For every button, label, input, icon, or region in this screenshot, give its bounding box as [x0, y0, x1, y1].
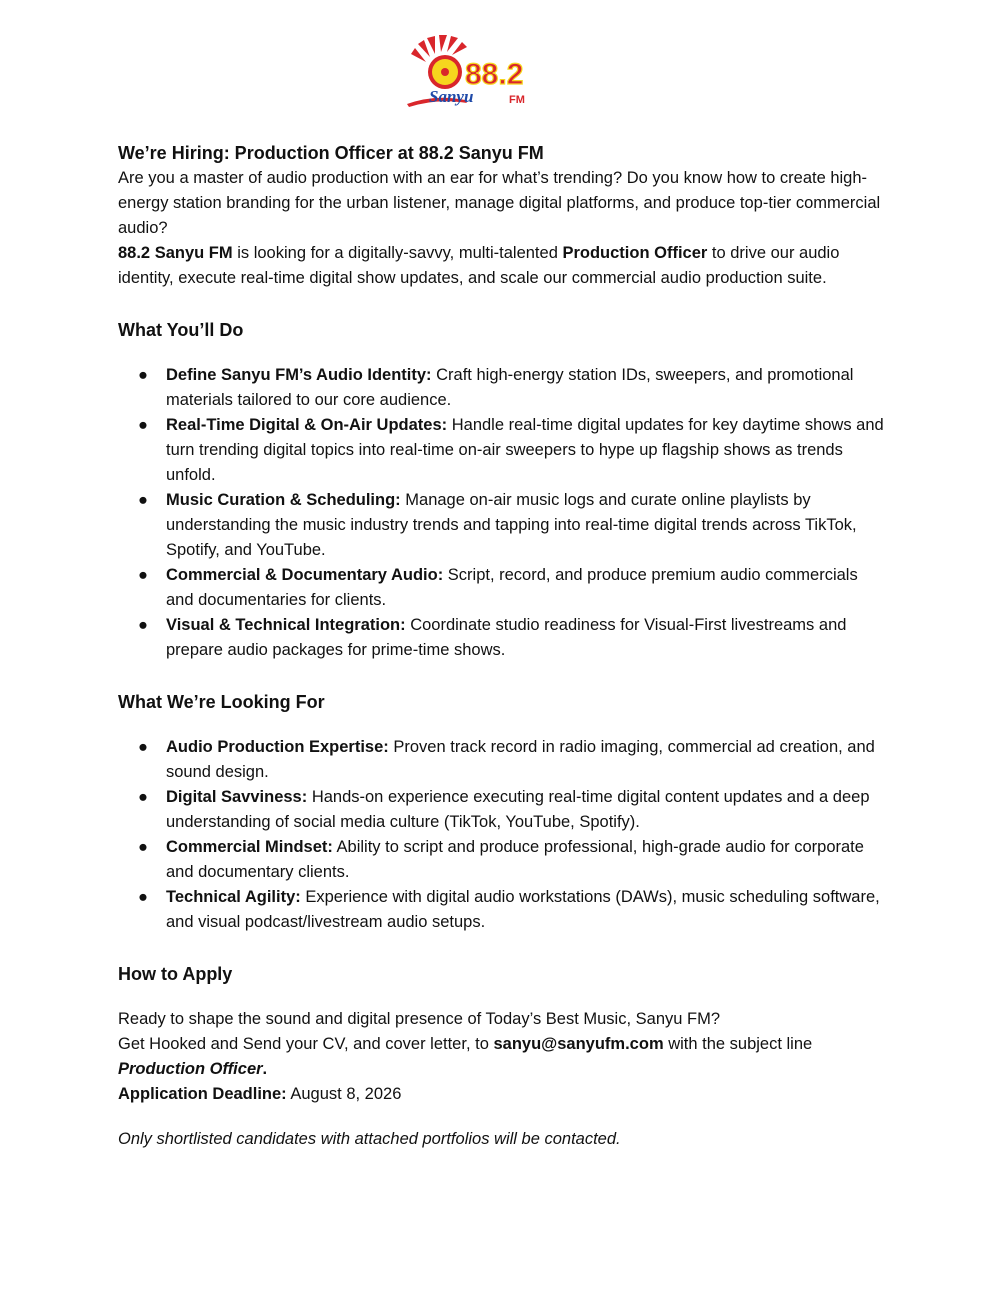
logo-frequency: 88.2 [465, 58, 524, 91]
list-item: ● Music Curation & Scheduling: Manage on-air music logs and curate online playlists by understanding the music industry trends and tapping into real-time digital trends across TikTok, Spotify, and YouTube. [118, 488, 888, 563]
list-item: ● Real-Time Digital & On-Air Updates: Handle real-time digital updates for key daytime shows and turn trending digital topics into real-time on-air sweepers to hype up flagship shows as trends unfold. [118, 413, 888, 488]
deadline-value: August 8, 2026 [286, 1085, 402, 1103]
logo-band: FM [509, 94, 525, 106]
list-item: ● Define Sanyu FM’s Audio Identity: Craft high-energy station IDs, sweepers, and promotional materials tailored to our core audience. [118, 363, 888, 413]
list-item: ● Technical Agility: Experience with digital audio workstations (DAWs), music scheduling software, and visual podcast/livestream audio setups. [118, 885, 888, 935]
deadline-label: Application Deadline: [118, 1085, 287, 1103]
bullet-icon: ● [138, 416, 148, 434]
list-item: ● Digital Savviness: Hands-on experience executing real-time digital content updates and a deep understanding of social media culture (TikTok, YouTube, Spotify). [118, 785, 888, 835]
shortlist-note: Only shortlisted candidates with attached portfolios will be contacted. [118, 1130, 621, 1148]
section-heading-looking-for: What We’re Looking For [118, 692, 325, 712]
bullet-icon: ● [138, 738, 148, 756]
job-posting [118, 140, 888, 1152]
page-title: We’re Hiring: Production Officer at 88.2 Sanyu FM [118, 143, 544, 163]
intro-question: Are you a master of audio production with an ear for what’s trending? Do you know how to create high-energy station branding for the urban listener, manage digital platforms, and produce top-tier commercial audio? [118, 169, 881, 237]
subject-line: Production Officer [118, 1060, 263, 1078]
list-item: ● Visual & Technical Integration: Coordinate studio readiness for Visual-First livestreams and prepare audio packages for prime-time shows. [118, 613, 888, 663]
logo-name: Sanyu [429, 87, 474, 106]
application-deadline [118, 1082, 888, 1107]
bullet-icon: ● [138, 366, 148, 384]
section-heading-how-to-apply: How to Apply [118, 964, 233, 984]
sanyu-fm-logo [405, 34, 535, 108]
bullet-icon: ● [138, 888, 148, 906]
list-item: ● Commercial & Documentary Audio: Script, record, and produce premium audio commercials and documentaries for clients. [118, 563, 888, 613]
list-item: ● Commercial Mindset: Ability to script and produce professional, high-grade audio for corporate and documentary clients. [118, 835, 888, 885]
station-name: 88.2 Sanyu FM [118, 244, 233, 262]
bullet-icon: ● [138, 616, 148, 634]
requirements-list [118, 735, 888, 935]
bullet-icon: ● [138, 491, 148, 509]
section-heading-what-you-do: What You’ll Do [118, 320, 244, 340]
bullet-icon: ● [138, 838, 148, 856]
list-item: ● Audio Production Expertise: Proven track record in radio imaging, commercial ad creation, and sound design. [118, 735, 888, 785]
apply-line-1: Ready to shape the sound and digital presence of Today’s Best Music, Sanyu FM? [118, 1010, 721, 1028]
role-name: Production Officer [562, 244, 708, 262]
contact-email[interactable]: sanyu@sanyufm.com [493, 1035, 664, 1053]
duties-list [118, 363, 888, 663]
apply-line-2: Get Hooked and Send your CV, and cover letter, to sanyu@sanyufm.com with the subject line Production Officer. [118, 1035, 813, 1078]
intro-statement: 88.2 Sanyu FM is looking for a digitally-savvy, multi-talented Production Officer to drive our audio identity, execute real-time digital show updates, and scale our commercial audio production suite. [118, 244, 840, 287]
bullet-icon: ● [138, 566, 148, 584]
bullet-icon: ● [138, 788, 148, 806]
